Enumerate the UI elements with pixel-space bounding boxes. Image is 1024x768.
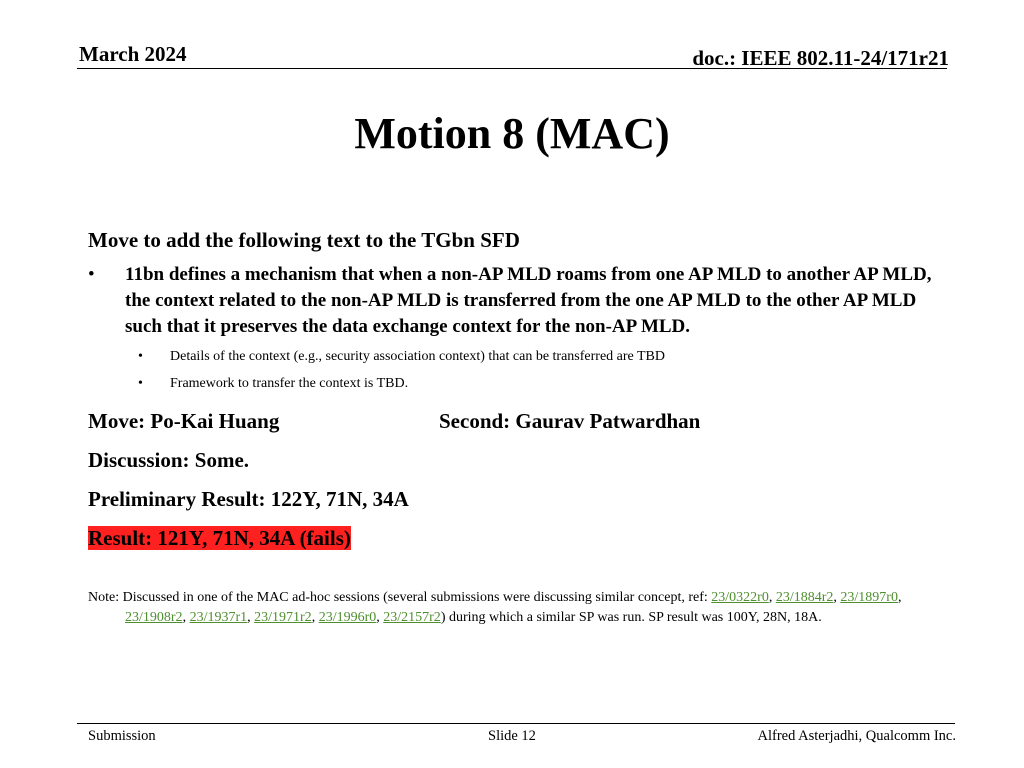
footer-submission: Submission <box>88 728 156 744</box>
discussion: Discussion: Some. <box>88 448 250 472</box>
note-separator: , <box>182 610 190 625</box>
note-separator: , <box>833 590 841 605</box>
ref-link-23-1908r2[interactable]: 23/1908r2 <box>125 610 183 625</box>
note-separator: , <box>311 610 319 625</box>
ref-link-23-1897r0[interactable]: 23/1897r0 <box>840 590 898 605</box>
slide-body <box>88 228 948 628</box>
ref-link-23-2157r2[interactable]: 23/2157r2 <box>383 610 441 625</box>
mover: Move: Po-Kai Huang <box>88 409 280 433</box>
slide-title: Motion 8 (MAC) <box>354 109 670 158</box>
note-separator: , <box>376 610 384 625</box>
header-date: March 2024 <box>79 42 187 66</box>
main-bullet <box>88 262 948 340</box>
ref-link-23-1884r2[interactable]: 23/1884r2 <box>775 590 834 605</box>
ref-link-23-1937r1[interactable]: 23/1937r1 <box>189 610 248 625</box>
bullet-marker: • <box>88 264 95 285</box>
preliminary-result: Preliminary Result: 122Y, 71N, 34A <box>88 487 409 511</box>
note <box>88 588 948 628</box>
sub-bullet-text: Details of the context (e.g., security association context) that can be transferred are TBD <box>170 349 665 364</box>
footer-slide-number: Slide 12 <box>488 728 536 744</box>
seconder: Second: Gaurav Patwardhan <box>439 409 701 433</box>
note-separator: , <box>768 590 776 605</box>
note-separator: , <box>897 590 902 605</box>
header-doc-id: doc.: IEEE 802.11-24/171r21 <box>692 46 949 70</box>
sub-bullet-marker: • <box>138 349 143 364</box>
note-suffix: ) during which a similar SP was run. SP result was 100Y, 28N, 18A. <box>440 610 822 625</box>
ref-link-23-1971r2[interactable]: 23/1971r2 <box>254 610 312 625</box>
motion-lead: Move to add the following text to the TGbn SFD <box>88 228 520 252</box>
ref-link-23-0322r0[interactable]: 23/0322r0 <box>711 590 769 605</box>
note-prefix: Note: Discussed in one of the MAC ad-hoc sessions (several submissions were discussing similar concept, ref: <box>88 590 712 605</box>
final-result: Result: 121Y, 71N, 34A (fails) <box>88 526 351 550</box>
sub-bullet-marker: • <box>138 376 143 391</box>
sub-bullet-text: Framework to transfer the context is TBD. <box>170 376 409 391</box>
main-bullet-text: 11bn defines a mechanism that when a non-AP MLD roams from one AP MLD to another AP MLD, the context related to the non-AP MLD is transferred from the one AP MLD to the other AP MLD such that it preserves the data exchange context for the non-AP MLD. <box>125 264 932 337</box>
sub-bullet <box>88 374 948 394</box>
move-row <box>88 402 948 441</box>
final-result-row <box>88 519 948 558</box>
footer-author: Alfred Asterjadhi, Qualcomm Inc. <box>757 728 956 744</box>
sub-bullet <box>88 347 948 367</box>
note-separator: , <box>247 610 255 625</box>
footer-divider <box>77 723 955 724</box>
ref-link-23-1996r0[interactable]: 23/1996r0 <box>318 610 377 625</box>
header-divider <box>77 68 947 69</box>
